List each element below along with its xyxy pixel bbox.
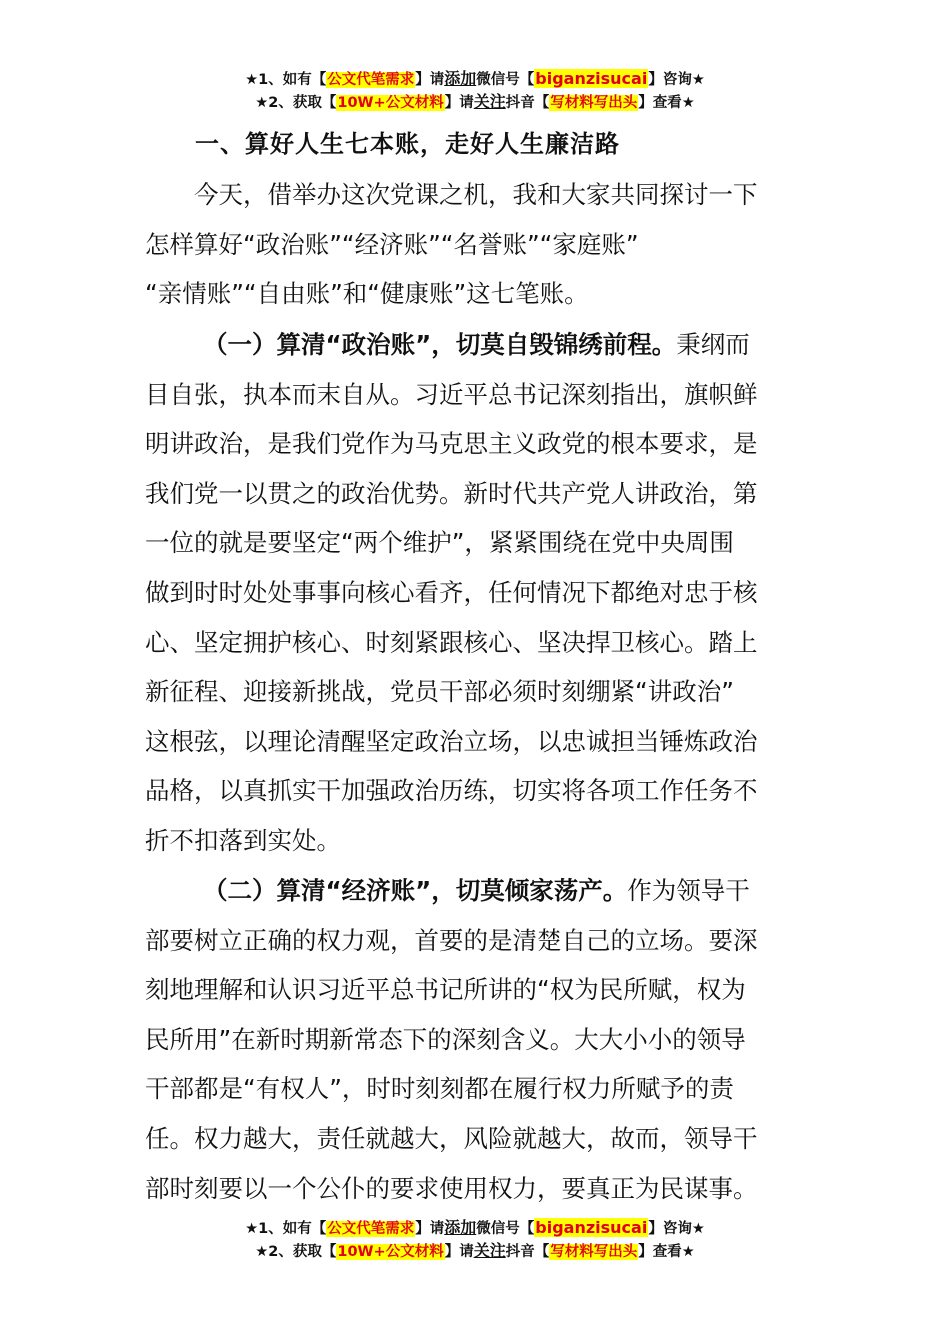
section-first-line: （二）算清“经济账”，切莫倾家荡产。作为领导干 (203, 876, 750, 905)
banner-line-2: ★2、获取【10W+公文材料】请关注抖音【写材料写出头】查看★ (255, 92, 695, 111)
banner-line-1: ★1、如有【公文代笔需求】请添加微信号【biganzisucai】咨询★ (245, 1218, 705, 1237)
section-heading: （一）算清“政治账”，切莫自毁锦绣前程。 (203, 330, 677, 359)
highlight-douyin: 写材料写出头 (550, 95, 638, 111)
text-line: 心、坚定拥护核心、时刻紧跟核心、坚决捍卫核心。踏上 (145, 627, 758, 657)
text-line: 部要树立正确的权力观，首要的是清楚自己的立场。要深 (145, 925, 758, 955)
text-line: 一位的就是要坚定“两个维护”，紧紧围绕在党中央周围 (145, 528, 734, 558)
highlight-materials: 10W+公文材料 (337, 95, 444, 111)
text-line: 部时刻要以一个公仆的要求使用权力，要真正为民谋事。 (145, 1173, 758, 1203)
top-banner (0, 68, 950, 114)
page-title: 一、算好人生七本账，走好人生廉洁路 (195, 130, 620, 158)
section-political (145, 320, 810, 866)
text-line: 民所用”在新时期新常态下的深刻含义。大大小小的领导 (145, 1024, 746, 1054)
highlight-wechat-id: biganzisucai (535, 1218, 648, 1237)
banner-line-1: ★1、如有【公文代笔需求】请添加微信号【biganzisucai】咨询★ (245, 69, 705, 88)
text-line: 折不扣落到实处。 (145, 825, 341, 855)
highlight-service: 公文代笔需求 (327, 72, 415, 88)
section-first-line: （一）算清“政治账”，切莫自毁锦绣前程。秉纲而 (203, 330, 750, 359)
text-line: 品格，以真抓实干加强政治历练，切实将各项工作任务不 (145, 776, 758, 806)
text-line: 目自张，执本而末自从。习近平总书记深刻指出，旗帜鲜 (145, 379, 758, 409)
text-line: 今天，借举办这次党课之机，我和大家共同探讨一下 (194, 180, 758, 209)
banner-line-2: ★2、获取【10W+公文材料】请关注抖音【写材料写出头】查看★ (255, 1241, 695, 1260)
highlight-service: 公文代笔需求 (327, 1221, 415, 1237)
text-line: “亲情账”“自由账”和“健康账”这七笔账。 (145, 279, 589, 309)
text-line: 明讲政治，是我们党作为马克思主义政党的根本要求，是 (145, 429, 758, 459)
bottom-banner (0, 1217, 950, 1263)
intro-paragraph (145, 170, 810, 319)
highlight-douyin: 写材料写出头 (550, 1244, 638, 1260)
text-line: 新征程、迎接新挑战，党员干部必须时刻绷紧“讲政治” (145, 677, 734, 707)
text-line: 怎样算好“政治账”“经济账”“名誉账”“家庭账” (145, 229, 639, 259)
text-line: 任。权力越大，责任就越大，风险就越大，故而，领导干 (145, 1123, 758, 1153)
section-economic (145, 866, 810, 1213)
text-line: 干部都是“有权人”，时时刻刻都在履行权力所赋予的责 (145, 1074, 734, 1104)
text-line: 这根弦，以理论清醒坚定政治立场，以忠诚担当锤炼政治 (145, 726, 758, 756)
text-line: 刻地理解和认识习近平总书记所讲的“权为民所赋，权为 (145, 975, 746, 1005)
section-heading: （二）算清“经济账”，切莫倾家荡产。 (203, 876, 628, 905)
highlight-wechat-id: biganzisucai (535, 69, 648, 88)
text-line: 我们党一以贯之的政治优势。新时代共产党人讲政治，第 (145, 478, 758, 508)
highlight-materials: 10W+公文材料 (337, 1244, 444, 1260)
text-line: 做到时时处处事事向核心看齐，任何情况下都绝对忠于核 (145, 577, 758, 607)
